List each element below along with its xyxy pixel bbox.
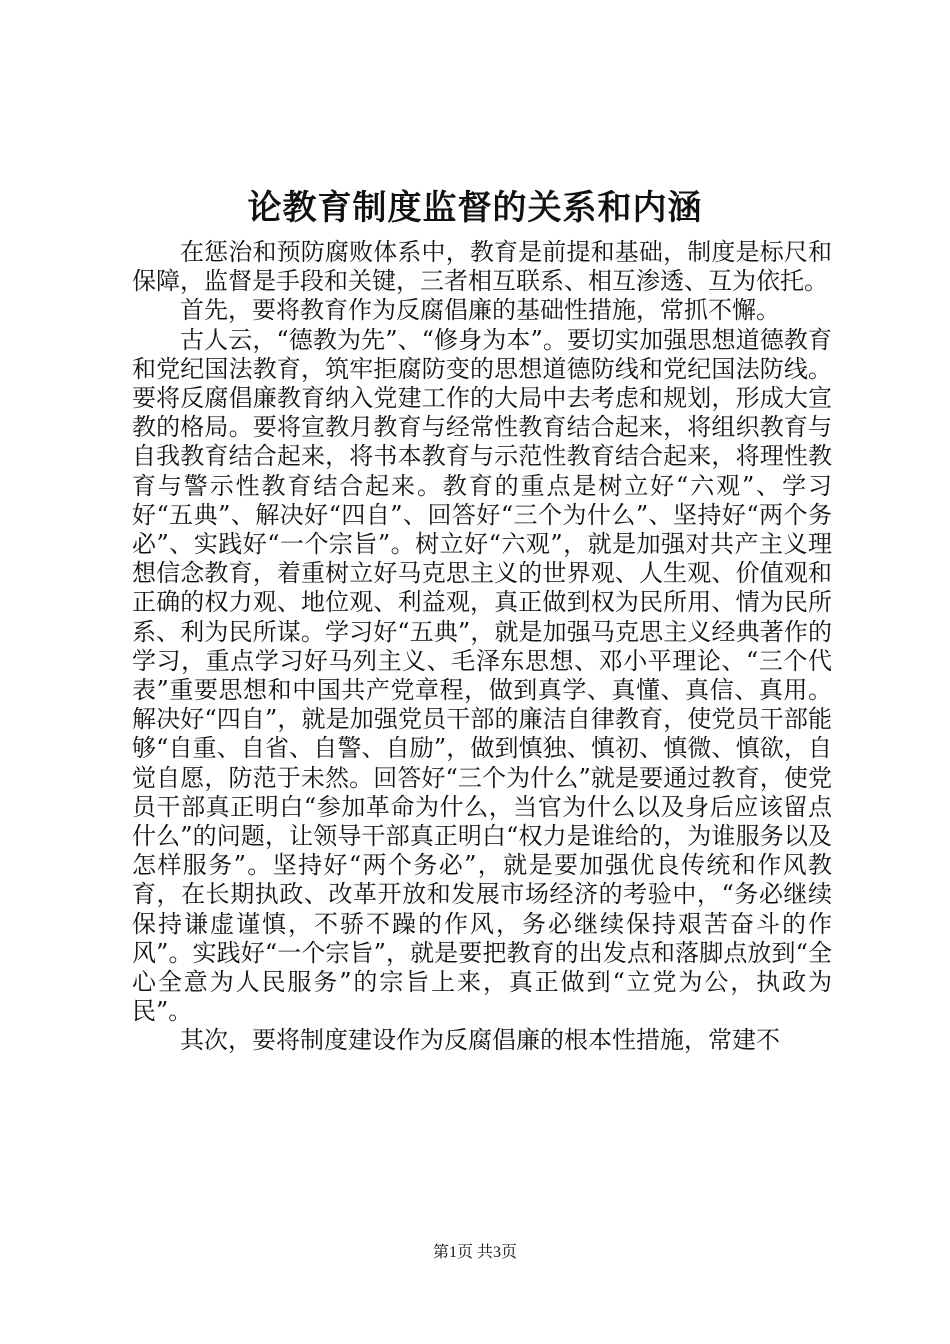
paragraph: 在惩治和预防腐败体系中，教育是前提和基础，制度是标尺和保障，监督是手段和关键，三者相互联系、相互渗透、互为依托。 — [132, 238, 832, 296]
document-body — [132, 238, 832, 1056]
document-title: 论教育制度监督的关系和内涵 — [247, 188, 703, 228]
paragraph: 古人云，“德教为先”、“修身为本”。要切实加强思想道德教育和党纪国法教育，筑牢拒腐防变的思想道德防线和党纪国法防线。要将反腐倡廉教育纳入党建工作的大局中去考虑和规划，形成大宣教的格局。要将宣教月教育与经常性教育结合起来，将组织教育与自我教育结合起来，将书本教育与示范性教育结合起来，将理性教育与警示性教育结合起来。教育的重点是树立好“六观”、学习好“五典”、解决好“四自”、回答好“三个为什么”、坚持好“两个务必”、实践好“一个宗旨”。树立好“六观”，就是加强对共产主义理想信念教育，着重树立好马克思主义的世界观、人生观、价值观和正确的权力观、地位观、利益观，真正做到权为民所用、情为民所系、利为民所谋。学习好“五典”，就是加强马克思主义经典著作的学习，重点学习好马列主义、毛泽东思想、邓小平理论、“三个代表”重要思想和中国共产党章程，做到真学、真懂、真信、真用。解决好“四自”，就是加强党员干部的廉洁自律教育，使党员干部能够“自重、自省、自警、自励”，做到慎独、慎初、慎微、慎欲，自觉自愿，防范于未然。回答好“三个为什么”就是要通过教育，使党员干部真正明白“参加革命为什么，当官为什么以及身后应该留点什么”的问题，让领导干部真正明白“权力是谁给的，为谁服务以及怎样服务”。坚持好“两个务必”，就是要加强优良传统和作风教育，在长期执政、改革开放和发展市场经济的考验中，“务必继续保持谦虚谨慎，不骄不躁的作风，务必继续保持艰苦奋斗的作风”。实践好“一个宗旨”，就是要把教育的出发点和落脚点放到“全心全意为人民服务”的宗旨上来，真正做到“立党为公，执政为民”。 — [132, 325, 832, 1026]
paragraph: 首先，要将教育作为反腐倡廉的基础性措施，常抓不懈。 — [180, 296, 780, 325]
paragraph: 其次，要将制度建设作为反腐倡廉的根本性措施，常建不 — [180, 1026, 780, 1055]
page-number-footer: 第1页 共3页 — [432, 1244, 517, 1261]
